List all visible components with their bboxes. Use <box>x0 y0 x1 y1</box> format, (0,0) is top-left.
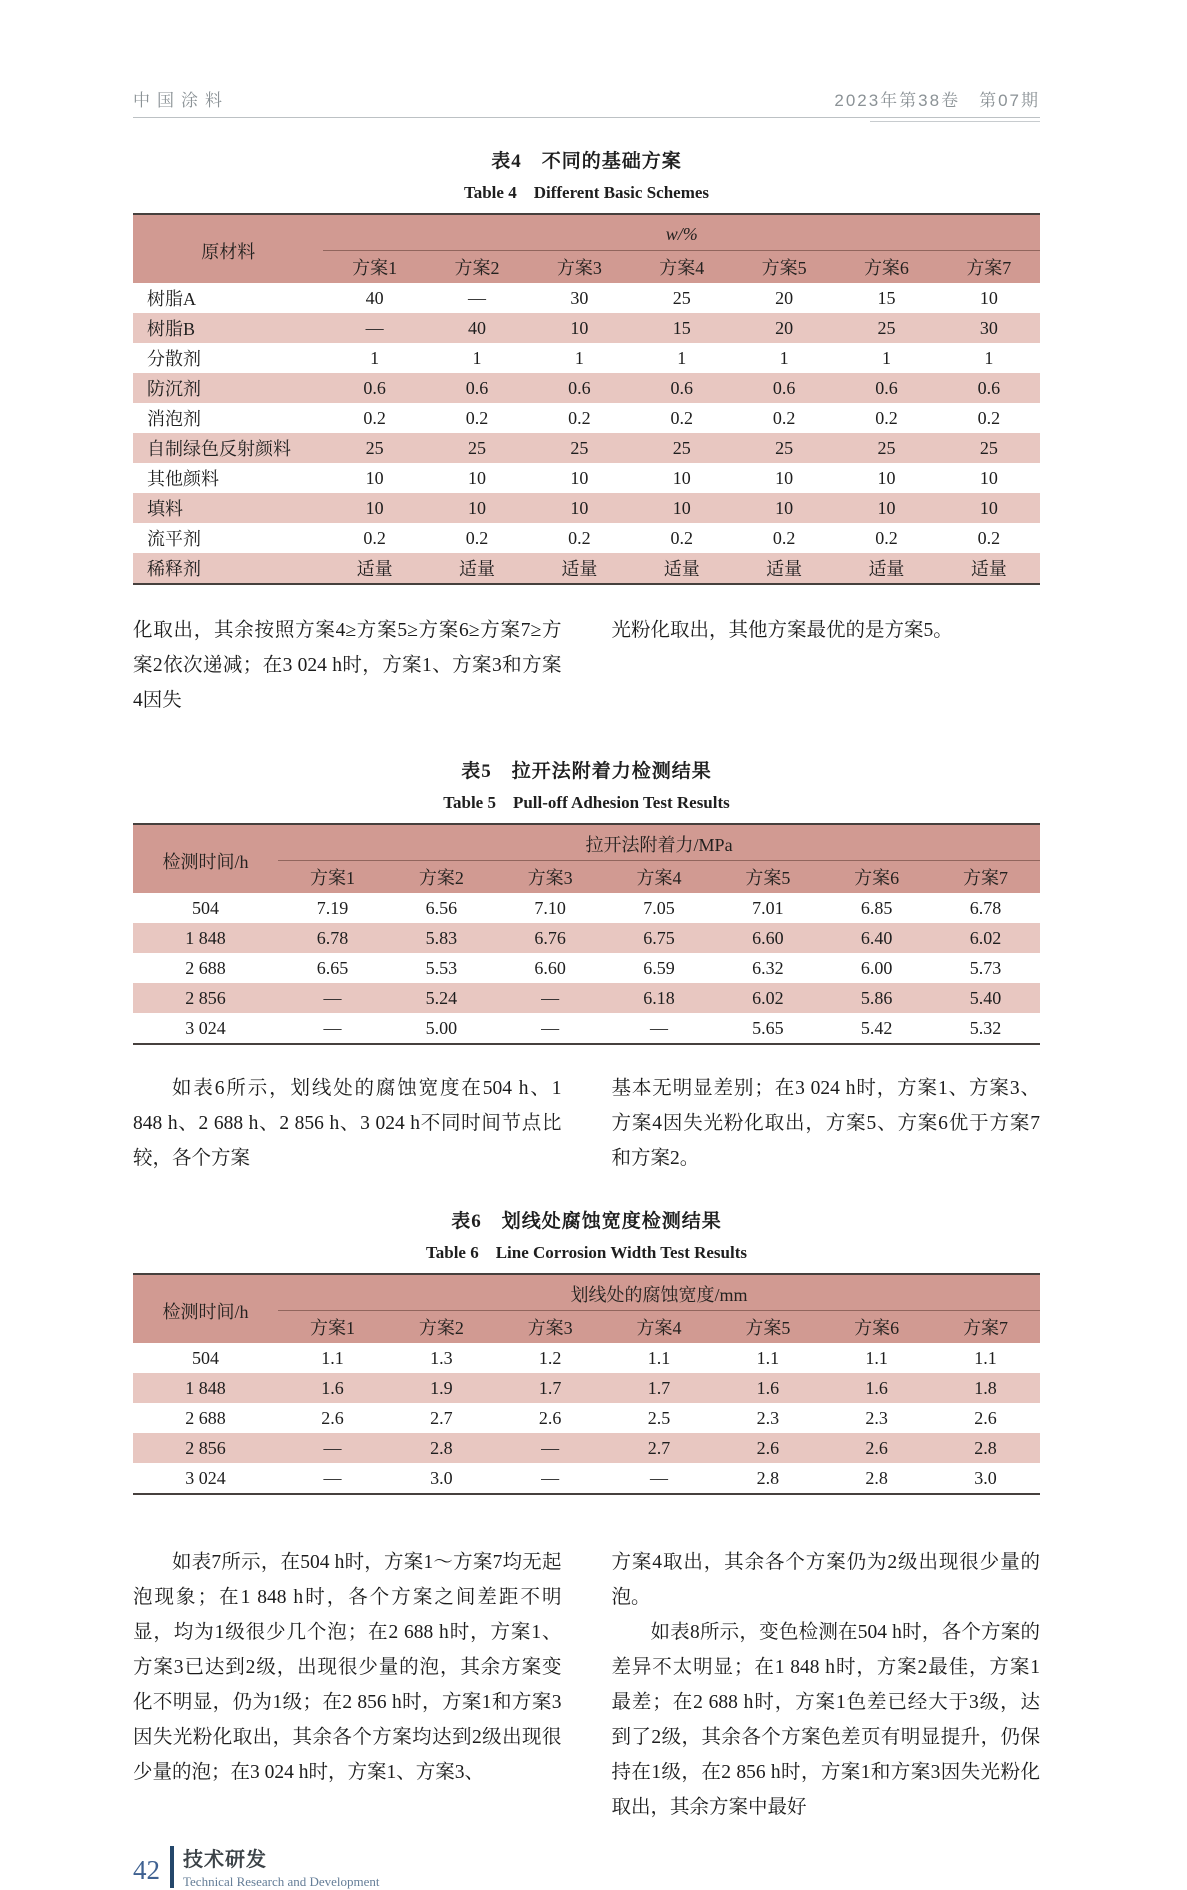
table-cell: 15 <box>835 283 937 313</box>
table5-caption <box>133 756 1040 813</box>
table-cell: 6.56 <box>387 893 496 923</box>
table-row <box>133 1013 1040 1044</box>
page-number: 42 <box>133 1855 160 1885</box>
table-cell: 5.32 <box>931 1013 1040 1044</box>
table4-corner-header: 原材料 <box>133 214 323 283</box>
scheme-column-header: 方案7 <box>938 251 1040 284</box>
scheme-column-header: 方案3 <box>496 1311 605 1344</box>
scheme-column-header: 方案5 <box>733 251 835 284</box>
table5 <box>133 823 1040 1045</box>
row-label: 1 848 <box>133 1373 278 1403</box>
table-cell: 5.83 <box>387 923 496 953</box>
scheme-column-header: 方案4 <box>605 861 714 894</box>
text-block-3 <box>133 1545 1040 1825</box>
paragraph: 如表6所示，划线处的腐蚀宽度在504 h、1 848 h、2 688 h、2 856 h、3 024 h不同时间节点比较，各个方案 <box>133 1078 562 1169</box>
table-cell: 5.00 <box>387 1013 496 1044</box>
table-cell: 0.2 <box>631 523 733 553</box>
table-cell: 30 <box>938 313 1040 343</box>
table-cell: 15 <box>631 313 733 343</box>
table-cell: 25 <box>631 283 733 313</box>
table-cell: 25 <box>528 433 630 463</box>
table-cell: 30 <box>528 283 630 313</box>
row-label: 防沉剂 <box>133 373 323 403</box>
paragraph: 如表7所示，在504 h时，方案1～方案7均无起泡现象；在1 848 h时，各个方案之间差距不明显，均为1级很少几个泡；在2 688 h时，方案1、方案3已达到2级，出现很少量的泡，其余方案变化不明显，仍为1级；在2 856 h时，方案1和方案3因失光粉化取出，其余各个方案均达到2级出现很少量的泡；在3 024 h时，方案1、方案3、 <box>133 1552 562 1783</box>
table-cell: 2.6 <box>278 1403 387 1433</box>
table-cell: 1.9 <box>387 1373 496 1403</box>
scheme-column-header: 方案1 <box>323 251 425 284</box>
table-cell: 6.65 <box>278 953 387 983</box>
row-label: 树脂A <box>133 283 323 313</box>
table-cell: 6.60 <box>496 953 605 983</box>
table-cell: 5.42 <box>822 1013 931 1044</box>
table-row <box>133 463 1040 493</box>
table-cell: 6.60 <box>713 923 822 953</box>
table-cell: 0.2 <box>835 403 937 433</box>
row-label: 树脂B <box>133 313 323 343</box>
scheme-column-header: 方案7 <box>931 1311 1040 1344</box>
table-cell: — <box>323 313 425 343</box>
table-cell: 2.6 <box>931 1403 1040 1433</box>
table-cell: — <box>496 1013 605 1044</box>
table-cell: 1 <box>426 343 528 373</box>
table-cell: 6.59 <box>605 953 714 983</box>
table-cell: 0.2 <box>323 403 425 433</box>
text-block-1 <box>133 613 1040 718</box>
table4 <box>133 213 1040 585</box>
table-cell: — <box>278 1433 387 1463</box>
table-cell: 10 <box>323 493 425 523</box>
table-cell: 适量 <box>938 553 1040 584</box>
table-cell: 2.8 <box>387 1433 496 1463</box>
table6-caption <box>133 1206 1040 1263</box>
table4-body <box>133 283 1040 584</box>
table-cell: 5.40 <box>931 983 1040 1013</box>
table-cell: 0.2 <box>426 523 528 553</box>
table-row <box>133 1463 1040 1494</box>
journal-name: 中国涂料 <box>133 91 229 110</box>
scheme-column-header: 方案4 <box>605 1311 714 1344</box>
table-cell: 10 <box>835 493 937 523</box>
table-cell: 6.40 <box>822 923 931 953</box>
footer-section <box>183 1843 380 1890</box>
table-cell: 2.8 <box>822 1463 931 1494</box>
table4-caption <box>133 146 1040 203</box>
table-cell: 20 <box>733 313 835 343</box>
table-cell: 7.05 <box>605 893 714 923</box>
table-cell: 10 <box>426 463 528 493</box>
table-cell: — <box>278 983 387 1013</box>
table-cell: 2.5 <box>605 1403 714 1433</box>
table-cell: 5.24 <box>387 983 496 1013</box>
row-label: 2 688 <box>133 1403 278 1433</box>
table-cell: 25 <box>631 433 733 463</box>
table-cell: 1.1 <box>713 1343 822 1373</box>
row-label: 3 024 <box>133 1463 278 1494</box>
table-cell: 0.6 <box>733 373 835 403</box>
scheme-column-header: 方案4 <box>631 251 733 284</box>
table-cell: 适量 <box>835 553 937 584</box>
table-cell: 1 <box>323 343 425 373</box>
table-row <box>133 523 1040 553</box>
table-cell: 5.73 <box>931 953 1040 983</box>
table-cell: 2.7 <box>605 1433 714 1463</box>
issue-info: 2023年第38卷 第07期 <box>834 91 1040 110</box>
row-label: 2 856 <box>133 983 278 1013</box>
table-row <box>133 983 1040 1013</box>
table-cell: 10 <box>426 493 528 523</box>
table-cell: 6.00 <box>822 953 931 983</box>
table-cell: 0.2 <box>938 523 1040 553</box>
table6-caption-zh: 表6 划线处腐蚀宽度检测结果 <box>451 1211 722 1232</box>
table-cell: 1.2 <box>496 1343 605 1373</box>
table-cell: 25 <box>835 313 937 343</box>
table-cell: 6.85 <box>822 893 931 923</box>
footer-section-en: Technical Research and Development <box>183 1874 380 1889</box>
table-cell: 1.1 <box>822 1343 931 1373</box>
table-cell: — <box>278 1013 387 1044</box>
scheme-column-header: 方案1 <box>278 1311 387 1344</box>
table-cell: 6.18 <box>605 983 714 1013</box>
table-cell: — <box>605 1013 714 1044</box>
table-cell: 10 <box>528 493 630 523</box>
table-cell: 0.2 <box>528 523 630 553</box>
row-label: 其他颜料 <box>133 463 323 493</box>
table6-corner-header: 检测时间/h <box>133 1274 278 1343</box>
row-label: 2 856 <box>133 1433 278 1463</box>
row-label: 504 <box>133 893 278 923</box>
table-cell: 6.76 <box>496 923 605 953</box>
row-label: 稀释剂 <box>133 553 323 584</box>
table-cell: 2.6 <box>713 1433 822 1463</box>
table-cell: 0.2 <box>733 523 835 553</box>
table4-caption-zh: 表4 不同的基础方案 <box>491 151 682 172</box>
text-block-2 <box>133 1071 1040 1176</box>
footer-bar <box>170 1846 174 1888</box>
table-row <box>133 1373 1040 1403</box>
table6 <box>133 1273 1040 1495</box>
table-cell: 适量 <box>323 553 425 584</box>
row-label: 3 024 <box>133 1013 278 1044</box>
table-row <box>133 1403 1040 1433</box>
table-cell: 6.02 <box>713 983 822 1013</box>
scheme-column-header: 方案6 <box>822 861 931 894</box>
row-label: 填料 <box>133 493 323 523</box>
table-cell: 10 <box>631 493 733 523</box>
table-cell: 适量 <box>426 553 528 584</box>
header-rule-right <box>870 121 1040 122</box>
scheme-column-header: 方案3 <box>528 251 630 284</box>
table-cell: 25 <box>733 433 835 463</box>
table-cell: 0.6 <box>631 373 733 403</box>
table-cell: 适量 <box>733 553 835 584</box>
row-label: 自制绿色反射颜料 <box>133 433 323 463</box>
paragraph: 光粉化取出，其他方案最优的是方案5。 <box>611 620 953 641</box>
table-row <box>133 553 1040 584</box>
running-head <box>133 86 1040 111</box>
table-cell: 5.65 <box>713 1013 822 1044</box>
row-label: 504 <box>133 1343 278 1373</box>
table-row <box>133 893 1040 923</box>
table-cell: 1.1 <box>605 1343 714 1373</box>
table5-corner-header: 检测时间/h <box>133 824 278 893</box>
table-row <box>133 953 1040 983</box>
table-cell: 6.32 <box>713 953 822 983</box>
table-cell: 10 <box>733 463 835 493</box>
table-cell: 0.2 <box>733 403 835 433</box>
table-cell: 25 <box>835 433 937 463</box>
table-cell: 1.3 <box>387 1343 496 1373</box>
table-cell: 2.6 <box>496 1403 605 1433</box>
table-cell: 6.75 <box>605 923 714 953</box>
table6-caption-en: Table 6 Line Corrosion Width Test Results <box>425 1243 748 1262</box>
header-rule <box>133 117 1040 118</box>
table-cell: 10 <box>835 463 937 493</box>
table-cell: 3.0 <box>387 1463 496 1494</box>
table-cell: 1 <box>835 343 937 373</box>
table-cell: 2.8 <box>931 1433 1040 1463</box>
row-label: 分散剂 <box>133 343 323 373</box>
table-row <box>133 493 1040 523</box>
table-cell: 6.78 <box>931 893 1040 923</box>
table-cell: 5.53 <box>387 953 496 983</box>
table-cell: 10 <box>323 463 425 493</box>
table-row <box>133 373 1040 403</box>
table5-span-header: 拉开法附着力/MPa <box>278 824 1040 861</box>
table-cell: 10 <box>938 493 1040 523</box>
table-cell: 0.2 <box>938 403 1040 433</box>
page-footer <box>133 1843 1040 1890</box>
scheme-column-header: 方案6 <box>835 251 937 284</box>
table-cell: 20 <box>733 283 835 313</box>
row-label: 消泡剂 <box>133 403 323 433</box>
table-cell: 6.02 <box>931 923 1040 953</box>
table-cell: 40 <box>426 313 528 343</box>
paragraph: 基本无明显差别；在3 024 h时，方案1、方案3、方案4因失光粉化取出，方案5、方案6优于方案7和方案2。 <box>611 1078 1040 1169</box>
scheme-column-header: 方案5 <box>713 1311 822 1344</box>
table-row <box>133 403 1040 433</box>
paragraph: 化取出，其余按照方案4≥方案5≥方案6≥方案7≥方案2依次递减；在3 024 h时，方案1、方案3和方案4因失 <box>133 620 562 711</box>
footer-section-zh: 技术研发 <box>183 1849 267 1871</box>
table-cell: 40 <box>323 283 425 313</box>
table-cell: 25 <box>426 433 528 463</box>
table-cell: 1.7 <box>605 1373 714 1403</box>
table-cell: 0.2 <box>835 523 937 553</box>
table-cell: 1.7 <box>496 1373 605 1403</box>
table-cell: 7.19 <box>278 893 387 923</box>
table-cell: 0.2 <box>631 403 733 433</box>
scheme-column-header: 方案6 <box>822 1311 931 1344</box>
table-cell: — <box>496 1463 605 1494</box>
paragraph: 如表8所示，变色检测在504 h时，各个方案的差异不太明显；在1 848 h时，方案2最佳，方案1最差；在2 688 h时，方案1色差已经大于3级，达到了2级，其余各个方案色差页有明显提升，仍保持在1级，在2 856 h时，方案1和方案3因失光粉化取出，其余方案中最好 <box>611 1622 1040 1818</box>
row-label: 1 848 <box>133 923 278 953</box>
table-cell: 10 <box>938 283 1040 313</box>
table-cell: 1.6 <box>278 1373 387 1403</box>
table-cell: 2.8 <box>713 1463 822 1494</box>
table-cell: 25 <box>938 433 1040 463</box>
table-cell: 0.2 <box>528 403 630 433</box>
table-cell: 10 <box>631 463 733 493</box>
scheme-column-header: 方案2 <box>426 251 528 284</box>
table5-body <box>133 893 1040 1044</box>
scheme-column-header: 方案2 <box>387 1311 496 1344</box>
table-cell: 适量 <box>528 553 630 584</box>
table-cell: 0.2 <box>426 403 528 433</box>
table5-caption-en: Table 5 Pull-off Adhesion Test Results <box>443 793 730 812</box>
scheme-column-header: 方案7 <box>931 861 1040 894</box>
table-cell: 7.01 <box>713 893 822 923</box>
table-cell: 1 <box>733 343 835 373</box>
table-row <box>133 1343 1040 1373</box>
table-cell: 1 <box>631 343 733 373</box>
scheme-column-header: 方案2 <box>387 861 496 894</box>
table-cell: 1.6 <box>822 1373 931 1403</box>
table4-caption-en: Table 4 Different Basic Schemes <box>463 183 710 202</box>
table-cell: 0.6 <box>426 373 528 403</box>
table-cell: 3.0 <box>931 1463 1040 1494</box>
table-cell: 25 <box>323 433 425 463</box>
table-cell: 0.6 <box>323 373 425 403</box>
table-cell: — <box>496 1433 605 1463</box>
table-cell: 0.6 <box>528 373 630 403</box>
table-cell: 2.3 <box>822 1403 931 1433</box>
table-cell: — <box>496 983 605 1013</box>
table5-caption-zh: 表5 拉开法附着力检测结果 <box>461 761 712 782</box>
table-cell: 1.1 <box>931 1343 1040 1373</box>
table6-body <box>133 1343 1040 1494</box>
table-cell: — <box>278 1463 387 1494</box>
table-cell: 10 <box>938 463 1040 493</box>
table-row <box>133 343 1040 373</box>
table-row <box>133 1433 1040 1463</box>
paragraph: 方案4取出，其余各个方案仍为2级出现很少量的泡。 <box>611 1552 1040 1608</box>
table-cell: 10 <box>528 313 630 343</box>
table-cell: 10 <box>528 463 630 493</box>
table-cell: 1.6 <box>713 1373 822 1403</box>
table-cell: 6.78 <box>278 923 387 953</box>
table-cell: 0.6 <box>835 373 937 403</box>
table-row <box>133 313 1040 343</box>
table-cell: 2.3 <box>713 1403 822 1433</box>
table-cell: 1.1 <box>278 1343 387 1373</box>
scheme-column-header: 方案1 <box>278 861 387 894</box>
table-cell: — <box>426 283 528 313</box>
table-cell: 7.10 <box>496 893 605 923</box>
table-row <box>133 283 1040 313</box>
table4-span-header: w/% <box>323 214 1040 251</box>
table-row <box>133 433 1040 463</box>
scheme-column-header: 方案3 <box>496 861 605 894</box>
table-cell: 10 <box>733 493 835 523</box>
table-cell: 1 <box>528 343 630 373</box>
table-cell: 1 <box>938 343 1040 373</box>
table-cell: — <box>605 1463 714 1494</box>
table-row <box>133 923 1040 953</box>
table-cell: 0.2 <box>323 523 425 553</box>
table6-span-header: 划线处的腐蚀宽度/mm <box>278 1274 1040 1311</box>
table-cell: 1.8 <box>931 1373 1040 1403</box>
scheme-column-header: 方案5 <box>713 861 822 894</box>
table-cell: 2.7 <box>387 1403 496 1433</box>
table-cell: 适量 <box>631 553 733 584</box>
table-cell: 0.6 <box>938 373 1040 403</box>
row-label: 2 688 <box>133 953 278 983</box>
table-cell: 2.6 <box>822 1433 931 1463</box>
row-label: 流平剂 <box>133 523 323 553</box>
table-cell: 5.86 <box>822 983 931 1013</box>
